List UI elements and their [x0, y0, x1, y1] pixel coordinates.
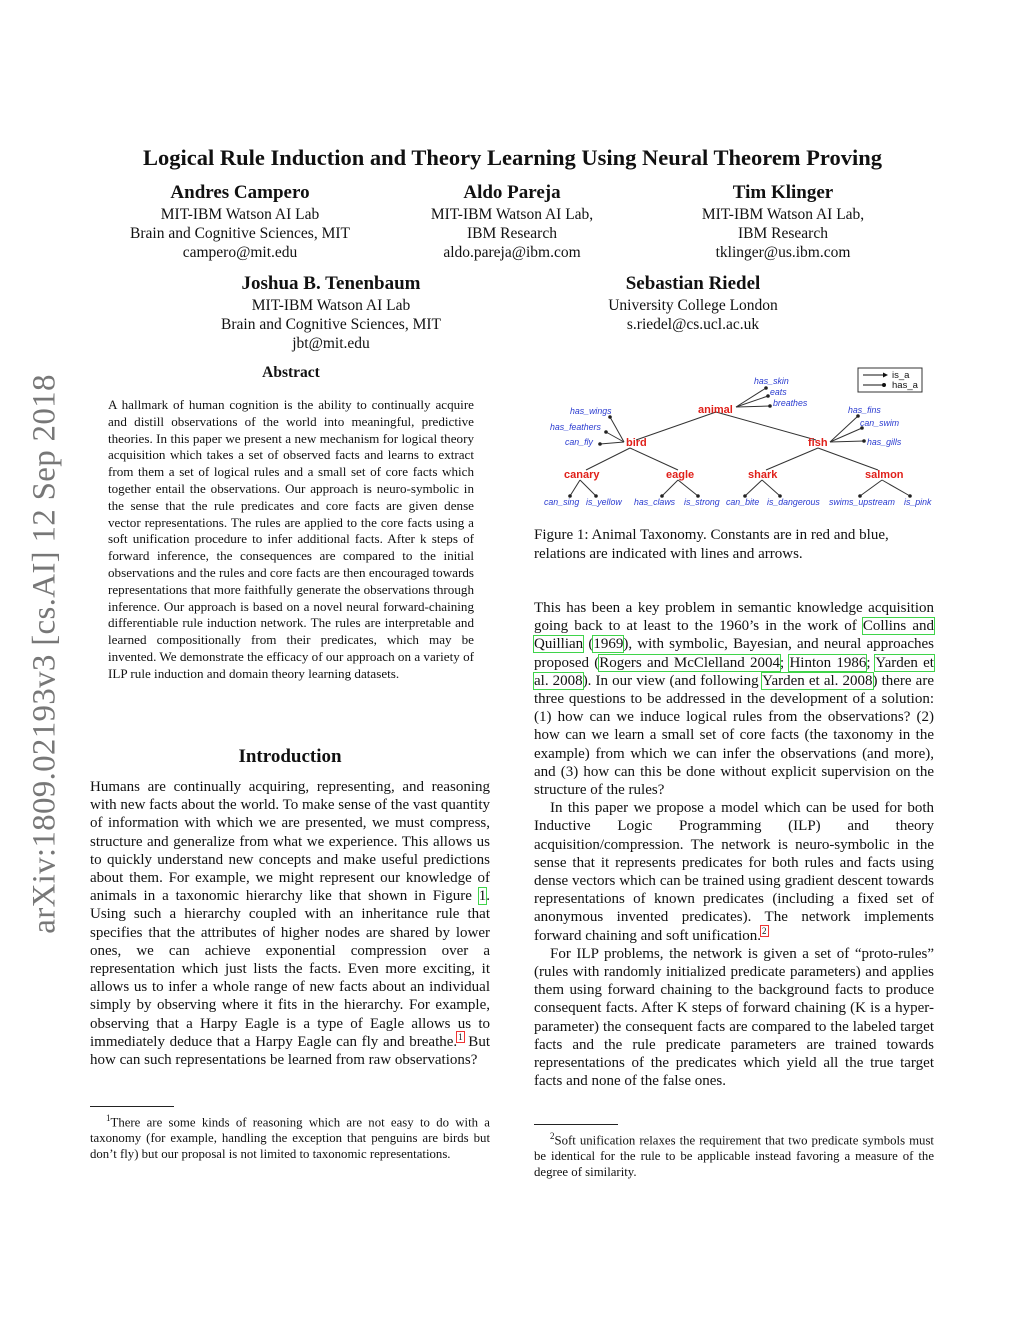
citation-link[interactable]: Collins and Quillian: [534, 618, 934, 653]
node-salmon: salmon: [865, 469, 904, 481]
footnote-ref-link[interactable]: 1: [458, 1031, 463, 1042]
author-name: Tim Klinger: [732, 182, 834, 203]
arxiv-id: arXiv:1809.02193v3 [cs.AI] 12 Sep 2018: [26, 374, 63, 934]
rel-breathes: breathes: [773, 398, 808, 408]
author-email: campero@mit.edu: [182, 244, 298, 261]
node-bird: bird: [626, 437, 647, 449]
author-affiliation: MIT-IBM Watson AI Lab: [160, 206, 320, 223]
rel-has-wings: has_wings: [570, 406, 612, 416]
legend-dot-icon: [882, 383, 886, 387]
body-text: In this paper we propose a model which can be used for both Inductive Logic Programming (ILP) and theory acquisition/compression. The network is neuro-symbolic in the sense that it represents predicates for both rules and facts using dense vectors which can be trained using gradient descent towards representations of known predicates (including a fixed set of anonymous invented predicates). The network implements forward chaining and soft unification.: [534, 800, 934, 944]
author-block: [200, 272, 462, 353]
rel-has-skin: has_skin: [754, 376, 789, 386]
node-eagle: eagle: [666, 469, 695, 481]
edge-bird-eagle: [630, 448, 678, 470]
paper-title: Logical Rule Induction and Theory Learning Using Neural Theorem Proving: [142, 145, 883, 170]
edge-can-sing: [570, 480, 580, 496]
body-text: ) there are three questions to be addressed in the development of a solution: (1) how can we induce logical rules from the observations? (2) how can we learn a small set of core facts (the taxonomy in the example) from which we can infer the observations (and more), and (3) how can this be done without explicit supervision on the structure of the rules?: [534, 672, 934, 799]
author-affiliation: MIT-IBM Watson AI Lab,: [430, 206, 594, 223]
edge-has-claws: [662, 480, 678, 496]
taxonomy-figure: [540, 364, 940, 514]
node-shark: shark: [748, 469, 778, 481]
citation-link[interactable]: 1969: [593, 636, 624, 653]
edge-fish-shark: [766, 448, 818, 470]
edge-is-yellow: [580, 480, 596, 496]
rel-can-sing: can_sing: [544, 497, 580, 507]
taxonomy-relations: [544, 376, 932, 507]
author-name: Joshua B. Tenenbaum: [241, 273, 421, 294]
author-block: [110, 181, 370, 262]
rel-can-bite: can_bite: [726, 497, 760, 507]
edge-dot-icon: [604, 430, 608, 434]
intro-text: Humans are continually acquiring, representing, and reasoning with new facts about the world. To make sense of the vast quantity of information with which we are presented, we must compress, structure and generalize from what we experience. This allows us to quickly understand new concepts and make useful predictions about them. For example, we might represent our knowledge of animals in a taxonomic hierarchy like that shown in Figure: [90, 779, 490, 905]
author-affiliation: MIT-IBM Watson AI Lab: [251, 297, 411, 314]
rel-has-claws: has_claws: [634, 497, 676, 507]
legend-arrow-icon: [883, 373, 888, 378]
rel-eats: eats: [770, 387, 787, 397]
legend-has-a-label: has_a: [892, 380, 918, 391]
edge-dot-icon: [598, 442, 602, 446]
author-name: Sebastian Riedel: [625, 273, 761, 294]
body-text: (: [583, 636, 594, 653]
edge-fish-salmon: [818, 448, 878, 470]
footnote-mark: 1: [106, 1113, 111, 1123]
edge-can-bite: [745, 480, 762, 496]
author-name: Aldo Pareja: [463, 182, 561, 203]
edge-animal-bird: [636, 412, 716, 440]
footnote-text: Soft unification relaxes the requirement that two predicate symbols must be identical for the rule to be applicable instead favoring a measure of the degree of similarity.: [534, 1133, 934, 1180]
citation-link[interactable]: Rogers and McClelland 2004: [599, 654, 780, 671]
edge-has-gills: [830, 441, 864, 442]
figure-ref-link[interactable]: 1: [478, 888, 487, 905]
body-text: ;: [780, 654, 790, 671]
footnote-mark: 2: [550, 1131, 555, 1141]
footnote-text: There are some kinds of reasoning which are not easy to do with a taxonomy (for example, handling the exception that penguins are birds but don’t fly) but our proposal is not limited to taxonomic representations.: [90, 1115, 490, 1162]
author-email: tklinger@us.ibm.com: [715, 244, 851, 261]
author-affiliation: Brain and Cognitive Sciences, MIT: [221, 316, 441, 333]
edge-eats: [736, 396, 768, 407]
edge-dot-icon: [768, 404, 772, 408]
edge-is-dangerous: [762, 480, 780, 496]
edge-swims-upstream: [860, 480, 882, 496]
arxiv-sidebar: [26, 368, 63, 940]
abstract-text: A hallmark of human cognition is the ability to continually acquire and distill observations of the world into meaningful, predictive theories. In this paper we present a new mechanism for logical theory acquisition which takes a set of observed facts and learns to extract from them a set of logical rules and a small set of core facts which together entail the observations. Our approach is neuro-symbolic in the sense that the rule predicates and core facts are given dense vector representations. The rules are applied to the core facts using a soft unification procedure to infer additional facts. After k steps of forward inference, the consequences are compared to the initial observations and the rules and core facts are then encouraged towards representations that more faithfully generate the observations through inference. Our approach is based on a novel neural forward-chaining differentiable rule induction network. The rules are interpretable and learned compositionally from their predicates, which may be invented. We demonstrate the efficacy of our approach on a variety of ILP rule induction and domain theory learning datasets.: [108, 397, 474, 681]
author-block: [672, 181, 894, 262]
author-affiliation: MIT-IBM Watson AI Lab,: [701, 206, 865, 223]
node-animal: animal: [698, 404, 733, 416]
edge-has-fins: [830, 416, 858, 442]
author-name: Andres Campero: [170, 182, 310, 203]
rel-swims-upstream: swims_upstream: [829, 497, 895, 507]
intro-text: But how can such representations be learned from raw observations?: [90, 1033, 490, 1069]
edge-dot-icon: [862, 439, 866, 443]
citation-link[interactable]: Yarden et al. 2008: [534, 654, 934, 689]
edge-is-strong: [678, 480, 698, 496]
body-text: ;: [866, 654, 876, 671]
author-email: aldo.pareja@ibm.com: [443, 244, 581, 261]
introduction-heading: Introduction: [238, 746, 342, 767]
edge-dot-icon: [764, 386, 768, 390]
footnote: [90, 1110, 490, 1162]
citation-link[interactable]: Yarden et al. 2008: [762, 672, 873, 689]
edge-breathes: [736, 406, 770, 407]
node-fish: fish: [808, 437, 828, 449]
right-column-body: [534, 599, 934, 1090]
edge-is-pink: [882, 480, 910, 496]
intro-text: . Using such a hierarchy coupled with an inheritance rule that specifies that the attributes of higher nodes are shared by lower ones, we can achieve exponential compression over a representation which just lists the facts. Even more exciting, it allows us to infer a whole range of new facts about an individual simply by observing where it fits in the hierarchy. For example, observing that a Harpy Eagle is a type of Eagle allows us to immediately deduce that a Harpy Eagle can fly and breathe.: [90, 888, 490, 1050]
edge-can-swim: [830, 428, 862, 442]
figure-caption: Figure 1: Animal Taxonomy. Constants are in red and blue, relations are indicated with lines and arrows.: [534, 527, 889, 562]
author-affiliation: IBM Research: [467, 225, 557, 242]
legend-is-a-label: is_a: [892, 370, 910, 381]
abstract-heading: Abstract: [262, 364, 320, 381]
citation-link[interactable]: Hinton 1986: [789, 654, 867, 671]
body-text: ). In our view (and following: [582, 672, 763, 689]
author-block: [582, 272, 804, 334]
edge-animal-fish: [716, 412, 816, 440]
rel-is-yellow: is_yellow: [586, 497, 622, 507]
author-block: [402, 181, 622, 262]
edge-can-fly: [600, 442, 624, 444]
rel-has-gills: has_gills: [867, 437, 902, 447]
rel-is-dangerous: is_dangerous: [767, 497, 820, 507]
edge-bird-canary: [586, 448, 630, 470]
rel-can-fly: can_fly: [565, 437, 593, 447]
footnote-ref-link[interactable]: 2: [762, 925, 767, 936]
footnote: [534, 1128, 934, 1180]
rel-is-pink: is_pink: [904, 497, 932, 507]
footnote-rule: [534, 1124, 618, 1125]
rel-has-fins: has_fins: [848, 405, 881, 415]
author-email: s.riedel@cs.ucl.ac.uk: [626, 316, 760, 333]
node-canary: canary: [564, 469, 600, 481]
author-affiliation: University College London: [608, 297, 778, 314]
author-affiliation: Brain and Cognitive Sciences, MIT: [130, 225, 350, 242]
rel-can-swim: can_swim: [860, 418, 900, 428]
edge-has-skin: [736, 388, 766, 407]
body-text: This has been a key problem in semantic knowledge acquisition going back to at least to the 1960’s in the work of: [534, 600, 934, 635]
rel-is-strong: is_strong: [684, 497, 720, 507]
body-text: ), with symbolic, Bayesian, and neural approaches proposed (: [534, 636, 934, 671]
author-affiliation: IBM Research: [738, 225, 828, 242]
introduction-body: [90, 778, 490, 1069]
rel-has-feathers: has_feathers: [550, 422, 601, 432]
body-text: For ILP problems, the network is given a set of “proto-rules” (rules with randomly initialized predicate parameters) and applies them using forward chaining to the background facts to produce consequent facts. After K steps of forward chaining (K is a hyper-parameter) the consequent facts are compared to the labeled target facts and the rule predicate parameters are trained towards representations of the predicates which yield all the true target facts and none of the false ones.: [534, 945, 934, 1090]
author-email: jbt@mit.edu: [292, 335, 370, 352]
footnote-rule: [90, 1106, 174, 1107]
